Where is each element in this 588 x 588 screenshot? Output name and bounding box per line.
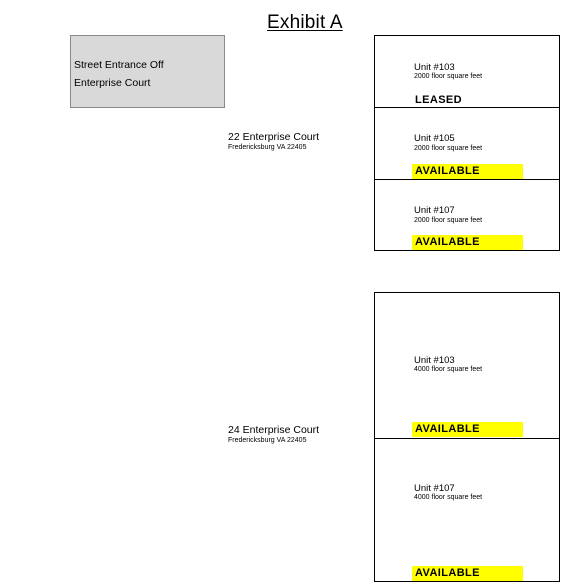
unit-cell [375,179,559,250]
street-entrance-label-line2: Enterprise Court [74,77,151,89]
unit-number: Unit #107 [414,205,455,216]
building-22-address [228,131,319,152]
unit-number: Unit #107 [414,483,455,494]
building-24-address [228,424,319,445]
exhibit-title: Exhibit A [267,12,343,33]
building-22-floorplan [374,35,560,251]
unit-number: Unit #105 [414,133,455,144]
unit-size: 4000 floor square feet [414,366,483,373]
unit-number: Unit #103 [414,62,455,73]
building-24-floorplan [374,292,560,582]
unit-status-leased: LEASED [415,94,463,106]
building-address-city: Fredericksburg VA 22405 [228,437,307,444]
street-entrance-label-line1: Street Entrance Off [74,59,164,71]
unit-cell [375,438,559,581]
unit-status-available: AVAILABLE [412,566,523,581]
unit-size: 2000 floor square feet [414,73,483,80]
unit-size: 4000 floor square feet [414,494,483,501]
unit-cell [375,293,559,438]
unit-size: 2000 floor square feet [414,145,483,152]
building-address-street: 22 Enterprise Court [228,131,320,143]
building-address-street: 24 Enterprise Court [228,424,320,436]
unit-cell [375,107,559,179]
building-address-city: Fredericksburg VA 22405 [228,144,307,151]
unit-status-available: AVAILABLE [412,422,523,437]
unit-size: 2000 floor square feet [414,217,483,224]
unit-status-available: AVAILABLE [412,164,523,179]
unit-number: Unit #103 [414,355,455,366]
street-entrance-box [70,35,225,108]
unit-cell [375,36,559,107]
unit-status-available: AVAILABLE [412,235,523,250]
